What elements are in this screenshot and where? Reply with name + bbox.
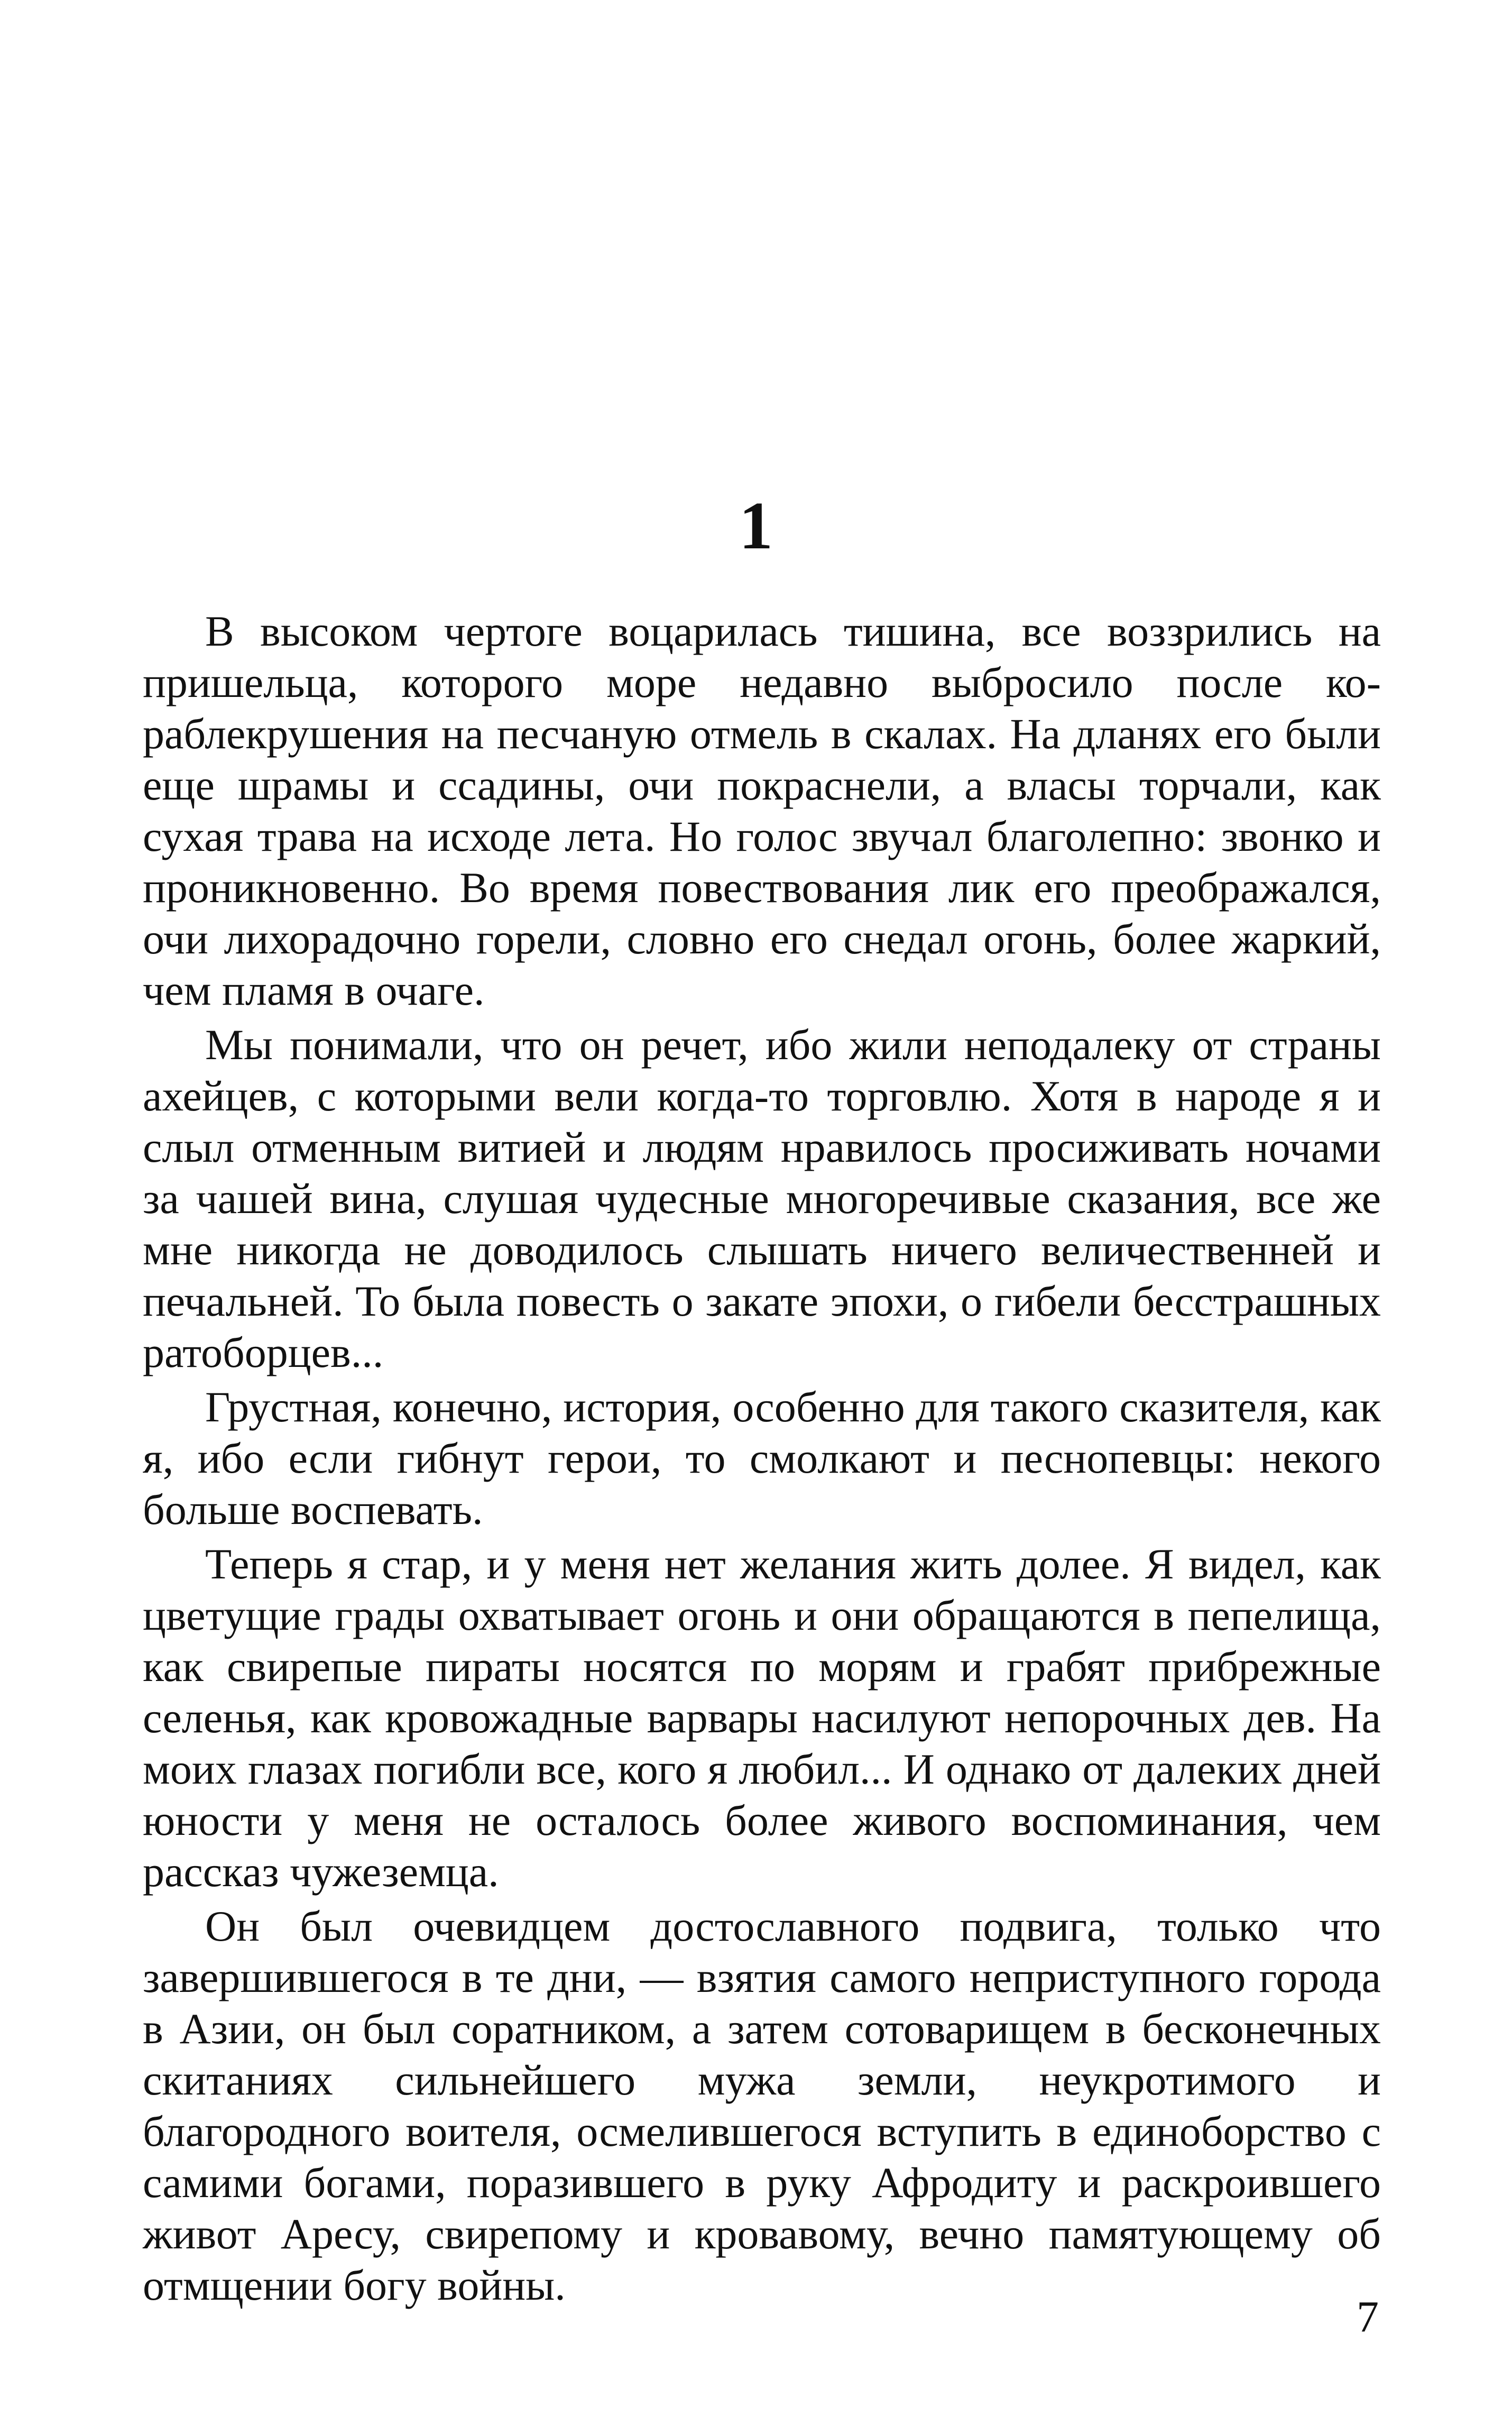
paragraph: Мы понимали, что он речет, ибо жили неподалеку от страны ахейцев, с которыми вели когда-то торговлю. Хотя в народе я и слыл отменным витией и людям нравилось просиживать ночами за чашей вина, слушая чудесные многоречивые сказания, все же мне никогда не доводилось слышать ничего величественней и печальней. То была повесть о закате эпохи, о гибели бесстрашных ратоборцев...	[143, 1021, 1381, 1376]
paragraph: Грустная, конечно, история, особенно для такого сказителя, как я, ибо если гибнут герои, то смолкают и песнопевцы: некого больше воспевать.	[143, 1383, 1381, 1533]
paragraph: Он был очевидцем достославного подвига, только что завершившегося в те дни, — взятия самого неприступного города в Азии, он был соратником, а затем сотоварищем в бесконечных скитаниях сильнейшего мужа земли, неукротимого и благородного воителя, осмелившегося вступить в единоборство с самими богами, поразившего в руку Афродиту и раскроившего живот Аресу, свирепому и кровавому, вечно памятующему об отмщении богу войны.	[143, 1902, 1381, 2309]
page-number: 7	[1357, 2292, 1379, 2341]
chapter-number: 1	[739, 488, 773, 563]
chapter-body	[143, 605, 1381, 2314]
paragraph: В высоком чертоге воцарилась тишина, все воззрились на пришельца, которого море недавно выбросило после кораблекрушения на песчаную отмель в скалах. На дланях его были еще шрамы и ссадины, очи покраснели, а власы торчали, как сухая трава на исходе лета. Но голос звучал благолепно: звонко и проникновенно. Во время повествования лик его преображался, очи лихорадочно горели, словно его снедал огонь, более жаркий, чем пламя в очаге.	[143, 607, 1381, 1014]
paragraph: Теперь я стар, и у меня нет желания жить долее. Я видел, как цветущие грады охватывает огонь и они обращаются в пепелища, как свирепые пираты носятся по морям и грабят прибрежные селенья, как кровожадные варвары насилуют непорочных дев. На моих глазах погибли все, кого я любил... И однако от далеких дней юности у меня не осталось более живого воспоминания, чем рассказ чужеземца.	[143, 1540, 1381, 1896]
